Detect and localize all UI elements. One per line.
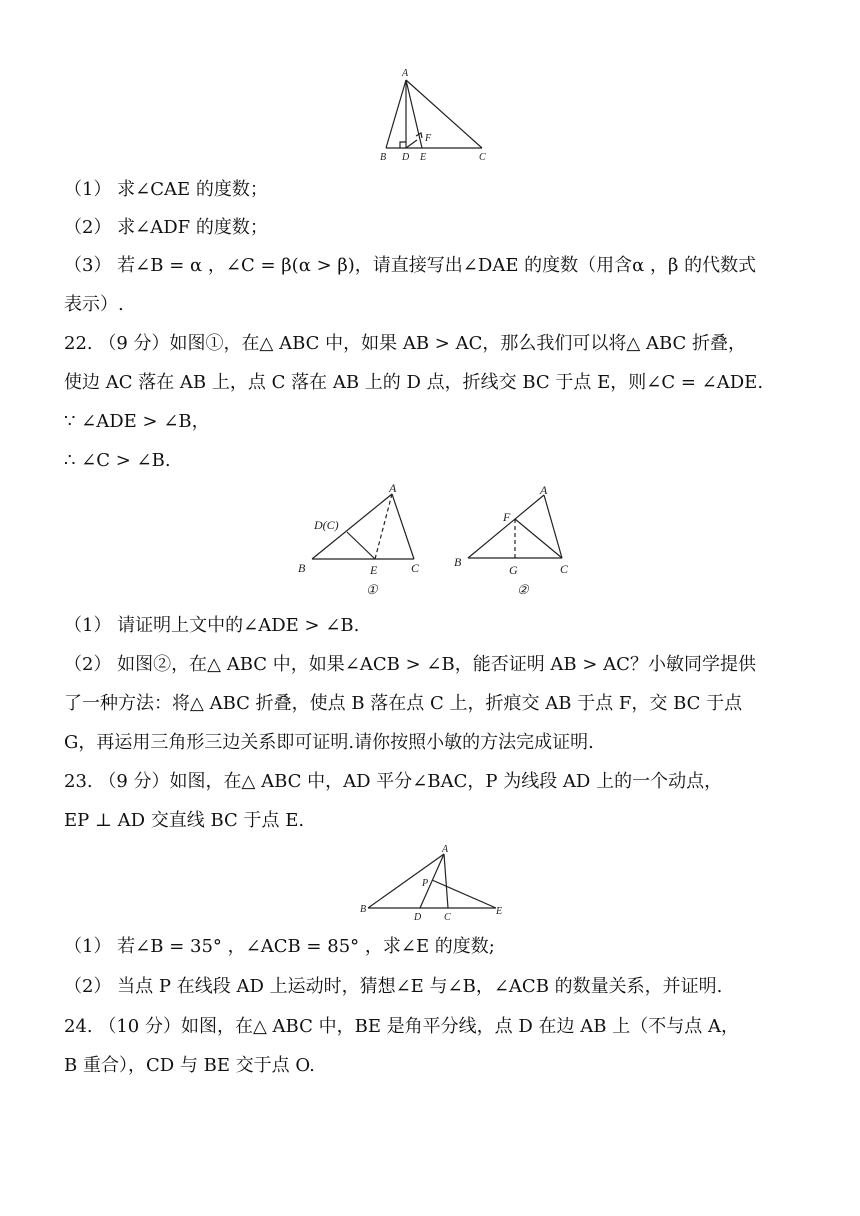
- fig-q22-1-label-dc: D(C): [314, 518, 339, 532]
- fig-q22-2-label-b: B: [454, 555, 462, 569]
- fig1-label-c: C: [479, 152, 486, 163]
- q23-part-2: （2） 当点 P 在线段 AD 上运动时，猜想∠E 与∠B，∠ACB 的数量关系，并证明.: [64, 976, 723, 997]
- fig-q22-2-label-g: G: [509, 563, 518, 577]
- q23-part-1: （1） 若∠B = 35° ，∠ACB = 85° ，求∠E 的度数;: [64, 936, 495, 957]
- q21-part-1: （1） 求∠CAE 的度数；: [64, 179, 268, 200]
- q22-intro-line-1: 22. （9 分）如图①，在△ ABC 中，如果 AB > AC，那么我们可以将△ ABC 折叠，: [64, 333, 747, 354]
- fig-q22-1-label-b: B: [298, 561, 306, 575]
- q22-because: ∵ ∠ADE > ∠B，: [64, 411, 210, 432]
- q21-part-3-line-1: （3） 若∠B = α ，∠C = β(α > β)，请直接写出∠DAE 的度数（用含α ，β 的代数式: [64, 255, 757, 276]
- fig1-label-a: A: [402, 68, 409, 79]
- q24-intro-line-2: B 重合），CD 与 BE 交于点 O.: [64, 1055, 315, 1076]
- q21-part-2: （2） 求∠ADF 的度数；: [64, 217, 268, 238]
- fig-q23-label-e: E: [496, 906, 503, 917]
- q22-part-1: （1） 请证明上文中的∠ADE > ∠B.: [64, 615, 360, 636]
- fig1-label-d: D: [402, 152, 410, 163]
- q22-part-2-line-2: 了一种方法：将△ ABC 折叠，使点 B 落在点 C 上，折痕交 AB 于点 F，交 BC 于点: [64, 693, 743, 714]
- q23-intro-line-1: 23. （9 分）如图，在△ ABC 中，AD 平分∠BAC，P 为线段 AD 上的一个动点，: [64, 771, 723, 792]
- fig-q22-1-label-a: A: [389, 482, 397, 495]
- fig-q22-1-label-c: C: [411, 561, 420, 575]
- fig-q22-2-label-c: C: [560, 562, 569, 576]
- fig-q23-label-c: C: [444, 912, 451, 923]
- figure-q22-1: [290, 482, 430, 600]
- q22-intro-line-2: 使边 AC 落在 AB 上，点 C 落在 AB 上的 D 点，折线交 BC 于点 E，则∠C = ∠ADE.: [64, 372, 764, 393]
- fig1-label-e: E: [420, 152, 427, 163]
- fig-q22-2-caption: ②: [517, 582, 529, 597]
- fig-q22-2-label-a: A: [540, 483, 548, 497]
- fig-q23-label-p: P: [422, 878, 429, 889]
- q22-part-2-line-1: （2） 如图②，在△ ABC 中，如果∠ACB > ∠B，能否证明 AB > AC？小敏同学提供: [64, 654, 756, 675]
- fig-q22-1-caption: ①: [366, 582, 378, 597]
- q24-intro-line-1: 24. （10 分）如图，在△ ABC 中，BE 是角平分线，点 D 在边 AB 上（不与点 A，: [64, 1016, 739, 1037]
- fig-q23-label-d: D: [414, 912, 422, 923]
- q21-part-3-line-2: 表示）.: [64, 294, 124, 315]
- fig1-label-f: F: [425, 133, 432, 144]
- fig-q23-label-b: B: [360, 904, 367, 915]
- figure-q21-triangle: [370, 66, 500, 166]
- q22-part-2-line-3: G，再运用三角形三边关系即可证明.请你按照小敏的方法完成证明.: [64, 732, 594, 753]
- fig-q22-1-label-e: E: [370, 563, 378, 577]
- fig-q22-2-label-f: F: [503, 510, 511, 524]
- figure-q22-2: [452, 482, 582, 600]
- fig-q23-label-a: A: [442, 844, 449, 855]
- fig1-label-b: B: [380, 152, 387, 163]
- figure-q23: [358, 842, 518, 928]
- q23-intro-line-2: EP ⊥ AD 交直线 BC 于点 E.: [64, 810, 305, 831]
- q22-therefore: ∴ ∠C > ∠B.: [64, 450, 171, 471]
